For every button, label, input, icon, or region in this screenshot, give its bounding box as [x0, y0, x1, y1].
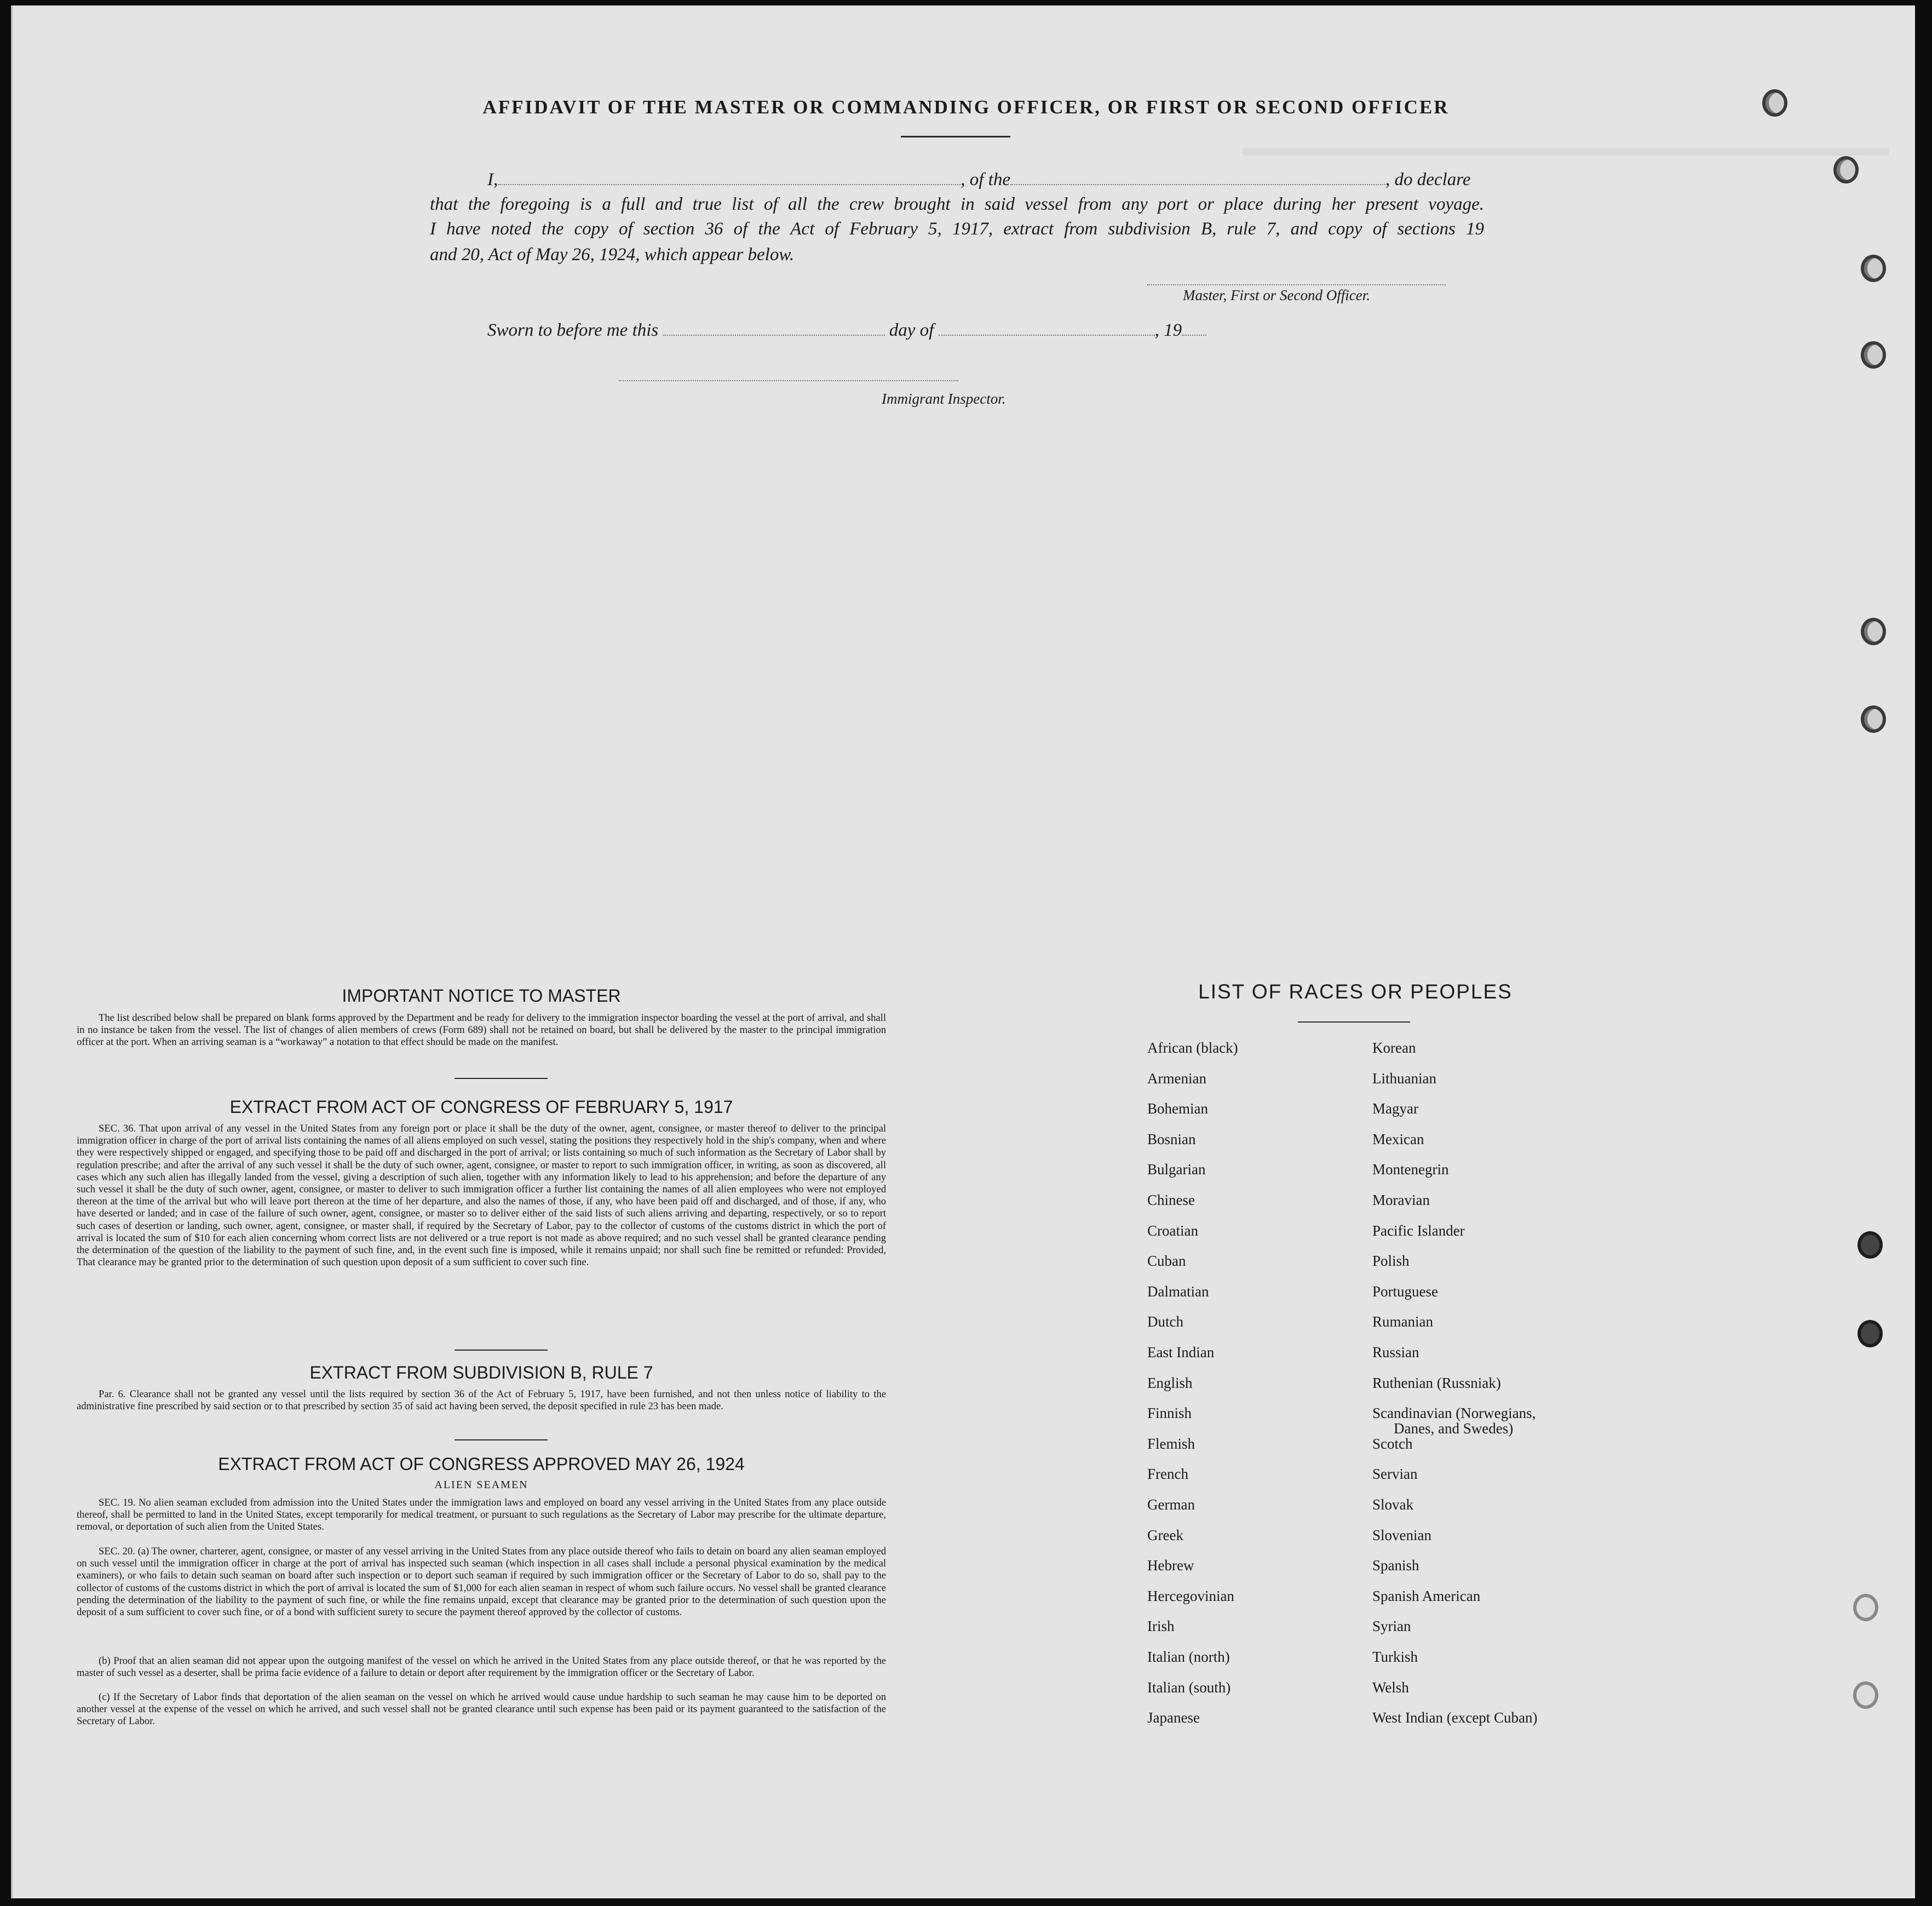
race-item: Chinese [1147, 1192, 1195, 1208]
rule-7-title: EXTRACT FROM SUBDIVISION B, RULE 7 [309, 1363, 653, 1382]
races-title: LIST OF RACES OR PEOPLES [1198, 980, 1513, 1003]
race-item: Italian (south) [1147, 1679, 1231, 1696]
race-item: French [1147, 1466, 1188, 1483]
affidavit-line-1 [430, 170, 1484, 190]
race-item: Flemish [1147, 1435, 1195, 1452]
affidavit-text: day of [889, 320, 934, 340]
race-item-wrap: Danes, and Swedes) [1394, 1420, 1514, 1437]
affidavit-title: AFFIDAVIT OF THE MASTER OR COMMANDING OFFICER, OR FIRST OR SECOND OFFICER [482, 96, 1450, 118]
race-item: Scandinavian (Norwegians, [1372, 1405, 1536, 1422]
sec-20a-body [77, 1546, 886, 1618]
race-item: Mexican [1372, 1130, 1424, 1147]
race-item: Bohemian [1147, 1100, 1208, 1117]
race-item: Scotch [1372, 1435, 1413, 1452]
race-item: Bulgarian [1147, 1161, 1206, 1178]
race-item: Servian [1372, 1466, 1418, 1483]
race-item: Montenegrin [1372, 1161, 1449, 1178]
month-blank[interactable] [939, 322, 1155, 336]
affidavit-text: Sworn to before me this [487, 320, 659, 340]
title-divider [901, 136, 1010, 137]
extract-1917-body [77, 1123, 886, 1268]
race-item: Lithuanian [1372, 1070, 1436, 1087]
punch-hole-icon [1858, 1320, 1883, 1347]
notice-text: The list described below shall be prepared on blank forms approved by the Department and be ready for delivery to the immigration inspector boarding the vessel at the port of arrival, and shall in no instance be taken from the vessel. The list of changes of alien members of crews (Form 689) shall not be retained on board, but shall be delivered by the master to the principal immigration officer at the port. When an arriving seaman is a “workaway” a notation to that effect should be made on the manifest. [77, 1012, 886, 1048]
vessel-blank[interactable] [1010, 171, 1385, 185]
show-through-mark [1243, 148, 1889, 156]
affidavit-text: , 19 [1154, 320, 1182, 340]
section-divider [455, 1439, 548, 1440]
notice-body [77, 1012, 886, 1049]
section-divider [455, 1350, 548, 1351]
race-item: Welsh [1372, 1679, 1409, 1696]
race-item: Spanish [1372, 1557, 1419, 1574]
race-item: Slovak [1372, 1496, 1414, 1513]
sec-19-text: SEC. 19. No alien seaman excluded from admission into the United States under the immigration laws and employed on board any vessel arriving in the United States from any place outside thereof, shall be permitted to land in the United States, except temporarily for medical treatment, or pursuant to such regulations as the Secretary of Labor may prescribe for the ultimate departure, removal, or deportation of such alien from the United States. [77, 1497, 886, 1533]
race-item: Italian (north) [1147, 1649, 1230, 1665]
race-item: Syrian [1372, 1618, 1411, 1635]
race-item: English [1147, 1374, 1193, 1391]
race-item: Bosnian [1147, 1130, 1196, 1147]
race-item: Cuban [1147, 1253, 1186, 1270]
extract-1917-title: EXTRACT FROM ACT OF CONGRESS OF FEBRUARY 5, 1917 [229, 1097, 733, 1117]
name-blank[interactable] [498, 171, 961, 185]
affidavit-text: , of the [961, 170, 1010, 190]
punch-hole-icon [1861, 341, 1886, 369]
race-item: Finnish [1147, 1405, 1192, 1422]
race-item: Rumanian [1372, 1313, 1433, 1330]
punch-hole-icon [1853, 1681, 1878, 1709]
inspector-caption: Immigrant Inspector. [882, 391, 1006, 407]
race-item: Dalmatian [1147, 1283, 1209, 1300]
year-blank[interactable] [1182, 322, 1206, 336]
punch-hole-icon [1861, 618, 1886, 645]
race-item: German [1147, 1496, 1195, 1513]
affidavit-text: , do declare [1385, 170, 1471, 190]
race-item: Turkish [1372, 1649, 1418, 1665]
sec-36-text: SEC. 36. That upon arrival of any vessel in the United States from any foreign port or place it shall be the duty of the owner, agent, consignee, or master thereof to deliver to the principal immigration officer in charge of the port of arrival lists containing the names of all aliens employed on such vessel, stating the positions they respectively hold in the ship's company, when and where they were respectively shipped or engaged, and specifying those to be paid off and discharged in the port of arrival; or lists containing so much of such information as the Secretary of Labor shall by regulation prescribe; and after the arrival of any such vessel it shall be the duty of such owner, agent, consignee, or master to report to such immigration officer, in writing, as soon as discovered, all cases which any such alien has illegally landed from the vessel, giving a description of such alien, together with any information likely to lead to his apprehension; and before the departure of any such vessel it shall be the duty of such owner, agent, consignee, or master to deliver to such immigration officer a further list containing the names of all alien employees who were not employed thereon at the time of the arrival but who will leave port thereon at the time of her departure, and also the names of those, if any, who have been paid off and discharged, and of those, if any, who have deserted or landed; and in case of the failure of such owner, agent, consignee, or master so to deliver either of the said lists of such aliens arriving and departing, respectively, or so to report such cases of desertion or landing, such owner, agent, consignee, or master shall, if required by the Secretary of Labor, pay to the collector of customs of the customs district in which the port of arrival is located the sum of $10 for each alien concerning whom correct lists are not delivered or a true report is not made as above required; and no such vessel shall be granted clearance pending the determination of the question of the liability to the payment of such fine, and, in the event such fine is imposed, while it remains unpaid; nor shall such fine be remitted or refunded: Provided, That clearance may be granted prior to the determination of such question upon deposit of a sum sufficient to cover such fine. [77, 1123, 886, 1268]
master-caption: Master, First or Second Officer. [1183, 287, 1370, 303]
race-item: Hebrew [1147, 1557, 1194, 1574]
race-item: Slovenian [1372, 1526, 1431, 1543]
sec-19-body [77, 1497, 886, 1534]
rule-7-body [77, 1388, 886, 1413]
master-signature-line[interactable] [1147, 271, 1446, 285]
race-item: Armenian [1147, 1070, 1206, 1087]
race-item: Magyar [1372, 1100, 1418, 1117]
race-item: Irish [1147, 1618, 1175, 1635]
race-item: Spanish American [1372, 1587, 1481, 1604]
race-item: Portuguese [1372, 1283, 1438, 1300]
race-item: Polish [1372, 1253, 1410, 1270]
punch-hole-icon [1861, 705, 1886, 733]
race-item: Pacific Islander [1372, 1222, 1465, 1239]
race-item: Ruthenian (Russniak) [1372, 1374, 1501, 1391]
inspector-signature-line[interactable] [619, 367, 958, 381]
race-item: Greek [1147, 1526, 1183, 1543]
sec-20c-body [77, 1691, 886, 1728]
sec-20c-text: (c) If the Secretary of Labor finds that deportation of the alien seaman on the vessel on which he arrived would cause undue hardship to such seaman he may cause him to be deported on another vessel at the expense of the vessel on which he arrived, and such vessel shall not be granted clearance until such expense has been paid or its payment guaranteed to the satisfaction of the Secretary of Labor. [77, 1691, 886, 1727]
extract-1924-title: EXTRACT FROM ACT OF CONGRESS APPROVED MAY 26, 1924 [218, 1454, 745, 1474]
punch-hole-icon [1833, 156, 1859, 183]
affidavit-text: I, [487, 170, 498, 190]
sworn-line [430, 320, 1484, 341]
race-item: East Indian [1147, 1344, 1215, 1360]
races-divider [1298, 1021, 1410, 1023]
race-item: Hercegovinian [1147, 1587, 1234, 1604]
section-divider [455, 1078, 548, 1079]
affidavit-line-3: I have noted the copy of section 36 of the Act of February 5, 1917, extract from subdivision B, rule 7, and copy of sections 19 [430, 219, 1484, 239]
race-item: Croatian [1147, 1222, 1198, 1239]
race-item: Korean [1372, 1040, 1416, 1056]
alien-seamen-subtitle: ALIEN SEAMEN [434, 1479, 528, 1491]
race-item: West Indian (except Cuban) [1372, 1709, 1538, 1726]
affidavit-line-2: that the foregoing is a full and true list of all the crew brought in said vessel from any port or place during her present voyage. [430, 194, 1484, 214]
race-item: Moravian [1372, 1192, 1430, 1208]
sec-20b-body [77, 1655, 886, 1679]
notice-title: IMPORTANT NOTICE TO MASTER [342, 986, 621, 1006]
punch-hole-icon [1861, 255, 1886, 282]
sec-20b-text: (b) Proof that an alien seaman did not appear upon the outgoing manifest of the vessel on which he arrived in the United States from any place outside thereof, or that he was reported by the master of such vessel as a deserter, shall be prima facie evidence of a failure to detain or deport after requirement by the immigration officer or the Secretary of Labor. [77, 1655, 886, 1679]
day-blank[interactable] [663, 322, 885, 336]
race-item: Japanese [1147, 1709, 1200, 1726]
sec-20a-text: SEC. 20. (a) The owner, charterer, agent, consignee, or master of any vessel arriving in the United States from any place outside thereof who fails to detain on board any alien seaman employed on such vessel until the immigration officer in charge at the port of arrival has inspected such seaman (which inspection in all cases shall include a personal physical examination by the medical examiners), or who fails to detain such seaman on board after such inspection or to deport such seaman if required by such immigration officer or the Secretary of Labor to do so, shall pay to the collector of customs of the customs district in which the port of arrival is located the sum of $1,000 for each alien seaman in respect of whom such failure occurs. No vessel shall be granted clearance pending the determination of the liability to the payment of such fine, or while the fine remains unpaid, except that clearance may be granted prior to the determination of such question upon the deposit of a sum sufficient to cover such fine, or of a bond with sufficient surety to secure the payment thereof approved by the collector of customs. [77, 1546, 886, 1618]
race-item: Dutch [1147, 1313, 1183, 1330]
race-item: African (black) [1147, 1040, 1238, 1056]
affidavit-line-4: and 20, Act of May 26, 1924, which appear below. [430, 245, 795, 265]
par-6-text: Par. 6. Clearance shall not be granted any vessel until the lists required by section 36 of the Act of February 5, 1917, have been furnished, and not then unless notice of liability to the administrative fine prescribed by said section or to that prescribed by section 35 of said act having been served, the deposit specified in rule 23 has been made. [77, 1388, 886, 1413]
punch-hole-icon [1858, 1231, 1883, 1259]
punch-hole-icon [1853, 1594, 1878, 1621]
race-item: Russian [1372, 1344, 1419, 1360]
